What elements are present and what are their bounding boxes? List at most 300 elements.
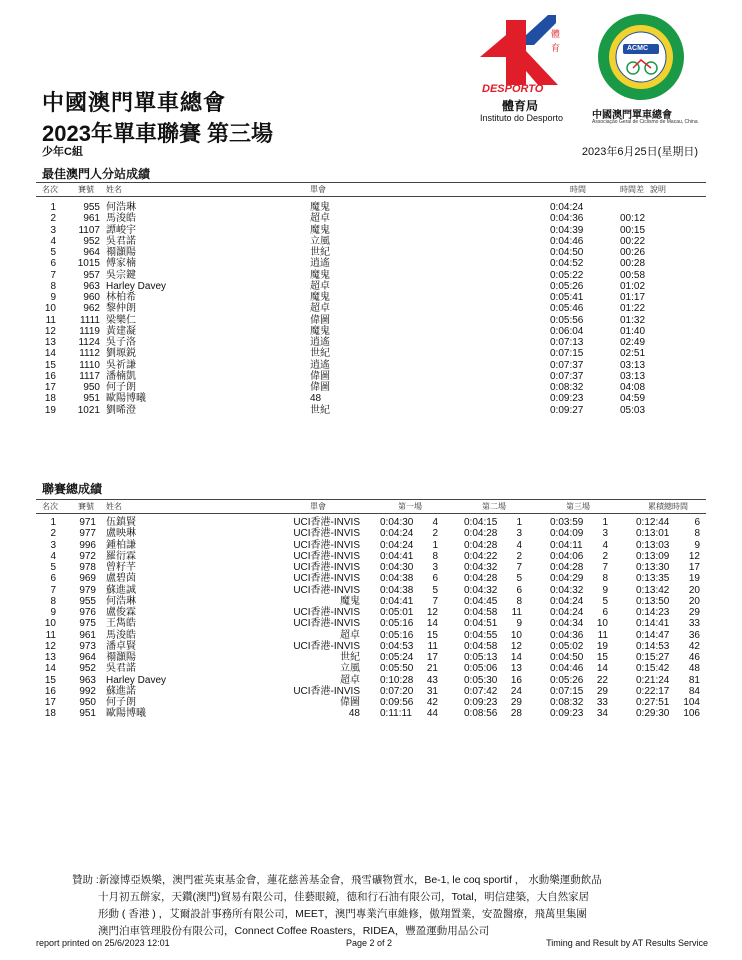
- total-points: 12: [688, 550, 700, 562]
- table-row: [36, 360, 706, 371]
- table-row: [36, 303, 706, 314]
- sponsor-line-1: 新濠博亞娛樂，澳門霍英東基金會，蓮花慈善基金會，飛雪礦物質水，Be-1, le coq sportif ， 水動樂運動飲品: [98, 874, 602, 886]
- time-cell: 0:07:37: [550, 359, 584, 371]
- bib-cell: 951: [79, 708, 96, 720]
- team-cell: 超卓: [340, 629, 360, 641]
- table-row: [36, 247, 706, 258]
- timing-credit: Timing and Result by AT Results Service: [546, 938, 708, 948]
- time-cell: 0:05:56: [550, 314, 584, 326]
- name-cell: 羅衍霖: [106, 550, 136, 562]
- round3-time: 0:04:06: [550, 550, 584, 562]
- round2-pos: 10: [510, 629, 522, 641]
- col-rank: 名次: [42, 185, 58, 194]
- total-points: 17: [688, 562, 700, 573]
- total-time: 0:13:03: [636, 539, 670, 551]
- round1-pos: 5: [432, 584, 438, 596]
- rank-cell: 14: [44, 663, 56, 675]
- col-rank: 名次: [42, 502, 58, 511]
- round2-pos: 7: [516, 562, 522, 573]
- round2-pos: 16: [510, 674, 522, 686]
- bib-cell: 950: [79, 697, 96, 708]
- desporto-word: DESPORTO: [482, 83, 544, 95]
- table-row: [36, 326, 706, 337]
- team-cell: 魔鬼: [310, 202, 330, 213]
- rank-cell: 8: [50, 595, 56, 607]
- team-cell: UCI香港-INVIS: [293, 618, 360, 630]
- bib-cell: 952: [79, 663, 96, 675]
- bib-cell: 955: [79, 595, 96, 607]
- round2-time: 0:04:58: [464, 607, 498, 618]
- desporto-bureau: 體育局: [502, 99, 539, 113]
- bib-cell: 957: [83, 269, 100, 281]
- round1-pos: 44: [426, 708, 438, 720]
- time-cell: 0:08:32: [550, 382, 584, 393]
- rank-cell: 18: [44, 393, 56, 405]
- name-cell: 吳祈謙: [106, 359, 136, 371]
- rank-cell: 13: [44, 652, 56, 663]
- round1-pos: 43: [426, 674, 438, 686]
- team-cell: 48: [310, 393, 322, 405]
- bib-cell: 979: [79, 584, 96, 596]
- table-row: [36, 348, 706, 359]
- gap-cell: 00:26: [620, 247, 646, 258]
- bib-cell: 960: [83, 292, 100, 303]
- team-cell: UCI香港-INVIS: [293, 607, 360, 618]
- name-cell: 馬浚皓: [106, 629, 136, 641]
- time-cell: 0:09:23: [550, 393, 584, 405]
- col-name: 姓名: [106, 502, 122, 511]
- round2-pos: 3: [516, 528, 522, 540]
- total-points: 48: [688, 663, 700, 675]
- rank-cell: 2: [50, 528, 56, 540]
- round3-pos: 7: [602, 562, 608, 573]
- team-cell: 偉圖: [310, 370, 330, 382]
- rank-cell: 16: [44, 370, 56, 382]
- name-cell: 何浩琳: [106, 202, 136, 213]
- total-points: 20: [688, 595, 700, 607]
- team-cell: 世紀: [340, 652, 360, 663]
- name-cell: 黃建凝: [106, 325, 136, 337]
- section2-table: [36, 517, 706, 720]
- total-points: 84: [688, 685, 700, 697]
- round1-pos: 1: [432, 539, 438, 551]
- desporto-pt-name: Instituto do Desporto: [480, 113, 564, 123]
- bib-cell: 961: [79, 629, 96, 641]
- round3-pos: 22: [596, 674, 608, 686]
- table-row: [36, 393, 706, 404]
- round2-pos: 9: [516, 618, 522, 630]
- total-points: 29: [688, 607, 700, 618]
- table-row: [36, 371, 706, 382]
- team-cell: 世紀: [310, 348, 330, 360]
- rank-cell: 6: [50, 258, 56, 270]
- round2-pos: 8: [516, 595, 522, 607]
- round3-time: 0:08:32: [550, 697, 584, 708]
- table-row: [36, 517, 706, 528]
- total-time: 0:22:17: [636, 685, 670, 697]
- table-row: [36, 573, 706, 584]
- org-title: 中國澳門單車總會: [42, 90, 227, 115]
- table-row: [36, 618, 706, 629]
- gap-cell: 02:49: [620, 337, 646, 348]
- table-row: [36, 382, 706, 393]
- name-cell: 曾籽芊: [106, 562, 136, 573]
- sponsor-line-2: 十月初五餅家，天鑽(澳門)貿易有限公司，佳藝眼鏡，德和行石油有限公司，Total，明信建築，大自然家居: [98, 891, 590, 903]
- name-cell: 林柏希: [106, 292, 136, 303]
- rank-cell: 11: [45, 314, 56, 326]
- bib-cell: 996: [79, 539, 96, 551]
- name-cell: 禤灝陽: [106, 652, 136, 663]
- team-cell: 偉圖: [340, 697, 360, 708]
- round2-time: 0:05:06: [464, 663, 498, 675]
- team-cell: 魔鬼: [310, 325, 330, 337]
- time-cell: 0:04:46: [550, 235, 584, 247]
- sponsor-line-3: 形動 ( 香港 ) ，艾爾設計事務所有限公司，MEET，澳門專業汽車維修，傲翔置業，安盈醫療，飛萬里集團: [98, 908, 587, 920]
- bib-cell: 978: [79, 562, 96, 573]
- name-cell: 盧俊霖: [106, 607, 136, 618]
- sponsor-block: [72, 872, 712, 940]
- round2-time: 0:07:42: [464, 685, 498, 697]
- race-date: 2023年6月25日(星期日): [581, 146, 698, 158]
- team-cell: 魔鬼: [310, 224, 330, 236]
- rank-cell: 3: [50, 539, 56, 551]
- table-row: [36, 315, 706, 326]
- round1-time: 0:05:24: [380, 652, 414, 663]
- time-cell: 0:05:26: [550, 280, 584, 292]
- col-round1: 第一場: [398, 502, 422, 511]
- gap-cell: 02:51: [620, 348, 646, 360]
- round3-pos: 9: [602, 584, 608, 596]
- round2-time: 0:08:56: [464, 708, 498, 720]
- rank-cell: 9: [50, 292, 56, 303]
- team-cell: UCI香港-INVIS: [293, 528, 360, 540]
- round3-pos: 5: [602, 595, 608, 607]
- round3-time: 0:05:26: [550, 674, 584, 686]
- total-points: 106: [683, 708, 700, 720]
- round2-time: 0:04:55: [464, 629, 498, 641]
- col-note: 說明: [650, 185, 666, 194]
- round3-pos: 11: [597, 629, 608, 641]
- bib-cell: 964: [83, 247, 100, 258]
- total-time: 0:14:41: [636, 618, 670, 630]
- name-cell: 歐陽博曦: [106, 708, 146, 720]
- gap-cell: 01:02: [620, 280, 646, 292]
- section2-title: 聯賽總成績: [42, 482, 103, 496]
- name-cell: 伍鎮賢: [106, 517, 136, 528]
- acmc-name: 中國澳門單車總會: [592, 110, 672, 121]
- table-row: [36, 213, 706, 224]
- bib-cell: 1110: [79, 359, 100, 371]
- report-printed: report printed on 25/6/2023 12:01: [36, 938, 170, 948]
- col-name: 姓名: [106, 185, 122, 194]
- round3-pos: 29: [596, 685, 608, 697]
- rank-cell: 16: [44, 685, 56, 697]
- time-cell: 0:05:41: [550, 292, 584, 303]
- round1-time: 0:04:24: [380, 528, 414, 540]
- name-cell: 劉塬鋭: [106, 348, 136, 360]
- section1-header-row: [36, 182, 706, 197]
- bib-cell: 964: [79, 652, 96, 663]
- table-row: [36, 236, 706, 247]
- table-row: [36, 652, 706, 663]
- team-cell: 逍遙: [310, 258, 330, 270]
- name-cell: 吳君諾: [106, 235, 136, 247]
- round3-time: 0:03:59: [550, 517, 584, 528]
- round3-pos: 14: [596, 663, 608, 675]
- round3-time: 0:04:46: [550, 663, 584, 675]
- round1-time: 0:05:01: [380, 607, 414, 618]
- bib-cell: 951: [83, 393, 100, 405]
- time-cell: 0:05:46: [550, 303, 584, 315]
- total-points: 6: [694, 517, 700, 528]
- team-cell: 魔鬼: [310, 269, 330, 281]
- col-round2: 第二場: [482, 502, 506, 511]
- round2-time: 0:04:15: [464, 517, 498, 528]
- round2-time: 0:04:32: [464, 584, 498, 596]
- round3-pos: 33: [596, 697, 608, 708]
- col-gap: 時間差: [620, 185, 644, 194]
- acmc-subtitle: Associação Geral de Ciclismo de Macau, China: [592, 119, 698, 125]
- rank-cell: 8: [50, 280, 56, 292]
- team-cell: 48: [348, 708, 360, 720]
- rank-cell: 12: [44, 325, 56, 337]
- round2-time: 0:04:58: [464, 640, 498, 652]
- name-cell: 潘卓賢: [106, 640, 136, 652]
- bib-cell: 962: [83, 303, 100, 315]
- sponsor-line-4: 澳門泊車管理股份有限公司，Connect Coffee Roasters，RIDEA，豐盈運動用品公司: [98, 925, 490, 937]
- table-row: [36, 585, 706, 596]
- gap-cell: 03:13: [620, 359, 646, 371]
- time-cell: 0:04:36: [550, 213, 584, 225]
- total-points: 36: [688, 629, 700, 641]
- round1-time: 0:09:56: [380, 697, 414, 708]
- round2-time: 0:04:28: [464, 528, 498, 540]
- gap-cell: 01:17: [620, 292, 646, 303]
- rank-cell: 15: [44, 674, 56, 686]
- time-cell: 0:07:37: [550, 370, 584, 382]
- rank-cell: 7: [50, 269, 56, 281]
- total-time: 0:21:24: [636, 674, 670, 686]
- round1-time: 0:05:16: [380, 618, 414, 630]
- name-cell: 禤灝陽: [106, 247, 136, 258]
- table-row: [36, 596, 706, 607]
- total-points: 9: [694, 539, 700, 551]
- round1-pos: 15: [426, 629, 438, 641]
- gap-cell: 00:12: [620, 213, 646, 225]
- table-row: [36, 607, 706, 618]
- round2-pos: 14: [510, 652, 522, 663]
- round1-time: 0:04:30: [380, 517, 414, 528]
- table-row: [36, 528, 706, 539]
- acmc-badge-text: ACMC: [627, 45, 648, 52]
- bib-cell: 973: [79, 640, 96, 652]
- round2-time: 0:04:51: [464, 618, 498, 630]
- bib-cell: 1111: [79, 314, 100, 326]
- gap-cell: 00:15: [620, 224, 646, 236]
- acmc-logo: [596, 12, 686, 102]
- rank-cell: 5: [50, 562, 56, 573]
- name-cell: 黎仲朗: [106, 303, 136, 315]
- total-points: 20: [688, 584, 700, 596]
- table-row: [36, 405, 706, 416]
- round1-pos: 31: [426, 685, 438, 697]
- name-cell: 吳君諾: [106, 663, 136, 675]
- col-time: 時間: [570, 185, 586, 194]
- round1-pos: 21: [426, 663, 438, 675]
- name-cell: 何子朗: [106, 697, 136, 708]
- round3-time: 0:04:11: [550, 539, 583, 551]
- desporto-logo: [478, 15, 568, 130]
- round3-time: 0:04:50: [550, 652, 584, 663]
- round3-pos: 19: [596, 640, 608, 652]
- bib-cell: 992: [79, 685, 96, 697]
- team-cell: UCI香港-INVIS: [293, 562, 360, 573]
- table-row: [36, 663, 706, 674]
- bib-cell: 1119: [79, 325, 100, 337]
- gap-cell: 05:03: [620, 404, 646, 416]
- table-row: [36, 630, 706, 641]
- name-cell: 王雋皓: [106, 618, 136, 630]
- rank-cell: 17: [44, 697, 56, 708]
- round3-time: 0:04:29: [550, 573, 584, 585]
- round3-time: 0:04:09: [550, 528, 584, 540]
- round1-time: 0:07:20: [380, 685, 414, 697]
- col-team: 單會: [310, 502, 326, 511]
- team-cell: 超卓: [310, 303, 330, 315]
- rank-cell: 14: [44, 348, 56, 360]
- total-time: 0:15:42: [636, 663, 670, 675]
- team-cell: 偉圖: [310, 382, 330, 393]
- round2-time: 0:09:23: [464, 697, 498, 708]
- section1-table: [36, 202, 706, 416]
- team-cell: 立風: [340, 663, 360, 675]
- team-cell: 世紀: [310, 247, 330, 258]
- round1-pos: 2: [432, 528, 438, 540]
- round3-time: 0:07:15: [550, 685, 584, 697]
- name-cell: 盧碧茵: [106, 573, 136, 585]
- bib-cell: 1021: [77, 404, 100, 416]
- col-total: 累積總時間: [648, 502, 688, 511]
- rank-cell: 4: [50, 235, 56, 247]
- rank-cell: 11: [45, 629, 56, 641]
- team-cell: UCI香港-INVIS: [293, 539, 360, 551]
- round1-time: 0:04:30: [380, 562, 414, 573]
- round3-time: 0:04:34: [550, 618, 584, 630]
- name-cell: 梁樂仁: [106, 314, 136, 326]
- round3-time: 0:04:28: [550, 562, 584, 573]
- team-cell: 世紀: [310, 404, 330, 416]
- round3-time: 0:09:23: [550, 708, 584, 720]
- total-points: 42: [688, 640, 700, 652]
- name-cell: 何浩琳: [106, 595, 136, 607]
- rank-cell: 3: [50, 224, 56, 236]
- sponsor-label: 贊助 :: [72, 874, 99, 886]
- round3-pos: 2: [602, 550, 608, 562]
- event-title: 2023年單車聯賽 第三場: [42, 121, 274, 146]
- bib-cell: 950: [83, 382, 100, 393]
- bib-cell: 1117: [79, 370, 100, 382]
- total-time: 0:27:51: [636, 697, 670, 708]
- round2-pos: 5: [516, 573, 522, 585]
- time-cell: 0:09:27: [550, 404, 584, 416]
- team-cell: UCI香港-INVIS: [293, 640, 360, 652]
- team-cell: 偉圖: [310, 314, 330, 326]
- category-label: 少年C組: [42, 146, 83, 158]
- name-cell: 譚峻宇: [106, 224, 136, 236]
- total-points: 19: [688, 573, 700, 585]
- section1-title: 最佳澳門人分站成績: [42, 167, 151, 181]
- round3-time: 0:04:24: [550, 607, 584, 618]
- team-cell: UCI香港-INVIS: [293, 573, 360, 585]
- gap-cell: 00:22: [620, 235, 646, 247]
- time-cell: 0:07:15: [550, 348, 584, 360]
- rank-cell: 17: [44, 382, 56, 393]
- bib-cell: 1107: [78, 224, 100, 236]
- round2-pos: 1: [516, 517, 522, 528]
- rank-cell: 18: [44, 708, 56, 720]
- rank-cell: 7: [50, 584, 56, 596]
- round2-pos: 12: [510, 640, 522, 652]
- round1-pos: 8: [432, 550, 438, 562]
- team-cell: 超卓: [340, 674, 360, 686]
- team-cell: 魔鬼: [340, 595, 360, 607]
- rank-cell: 19: [44, 404, 56, 416]
- gap-cell: 01:32: [620, 314, 646, 326]
- bib-cell: 952: [83, 235, 100, 247]
- round3-pos: 6: [602, 607, 608, 618]
- name-cell: 傅家楠: [106, 258, 136, 270]
- gap-cell: 00:28: [620, 258, 646, 270]
- table-row: [36, 225, 706, 236]
- name-cell: 馬浚皓: [106, 213, 136, 225]
- rank-cell: 1: [50, 202, 56, 213]
- round2-pos: 2: [516, 550, 522, 562]
- total-time: 0:14:47: [636, 629, 670, 641]
- total-time: 0:13:30: [636, 562, 670, 573]
- table-row: [36, 202, 706, 213]
- round1-time: 0:04:38: [380, 584, 414, 596]
- name-cell: 吳宗鍵: [106, 269, 136, 281]
- name-cell: Harley Davey: [106, 674, 167, 686]
- bib-cell: 1015: [77, 258, 100, 270]
- total-time: 0:14:53: [636, 640, 670, 652]
- total-points: 104: [683, 697, 700, 708]
- rank-cell: 2: [50, 213, 56, 225]
- bib-cell: 975: [79, 618, 96, 630]
- time-cell: 0:06:04: [550, 325, 584, 337]
- round3-time: 0:04:36: [550, 629, 584, 641]
- gap-cell: 00:58: [620, 269, 646, 281]
- bib-cell: 977: [79, 528, 96, 540]
- round2-pos: 11: [511, 607, 522, 618]
- page-number: Page 2 of 2: [346, 938, 393, 948]
- name-cell: Harley Davey: [106, 280, 167, 292]
- round1-time: 0:04:53: [380, 640, 414, 652]
- table-row: [36, 562, 706, 573]
- team-cell: 超卓: [310, 280, 330, 292]
- total-points: 81: [688, 674, 700, 686]
- gap-cell: 03:13: [620, 370, 646, 382]
- round2-pos: 13: [510, 663, 522, 675]
- round2-pos: 29: [510, 697, 522, 708]
- time-cell: 0:04:52: [550, 258, 584, 270]
- team-cell: 超卓: [310, 213, 330, 225]
- bib-cell: 969: [79, 573, 96, 585]
- table-row: [36, 708, 706, 719]
- total-points: 46: [688, 652, 700, 663]
- round1-pos: 42: [426, 697, 438, 708]
- time-cell: 0:04:50: [550, 247, 584, 258]
